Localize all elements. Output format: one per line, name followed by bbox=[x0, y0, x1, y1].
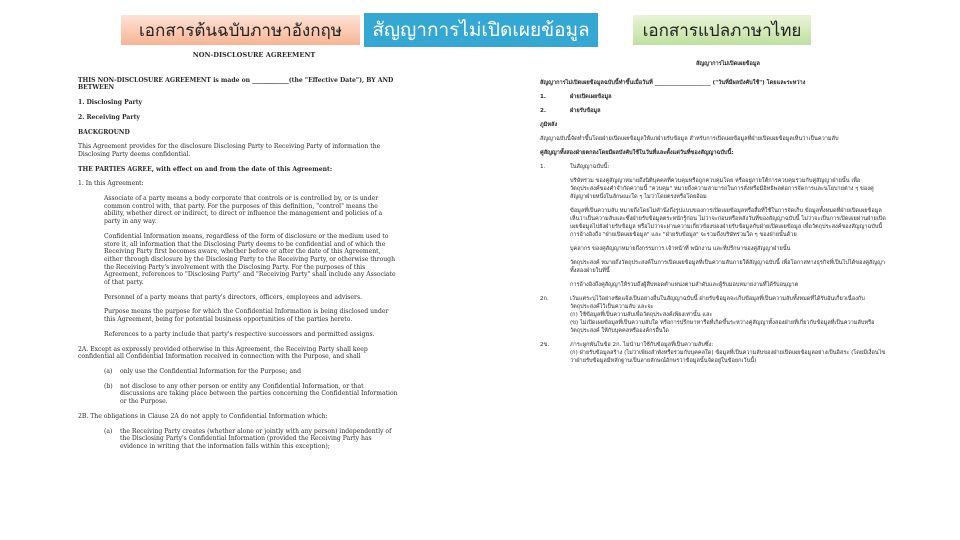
thai-doc-title: สัญญาการไม่เปิดเผยข้อมูล bbox=[696, 61, 760, 67]
thai-clause-2a bbox=[540, 295, 886, 335]
thai-party-1 bbox=[540, 93, 886, 101]
english-personnel-definition: Personnel of a party means that party's directors, officers, employees and advisers. bbox=[104, 293, 363, 301]
english-clause-1: 1. In this Agreement: bbox=[78, 180, 144, 188]
thai-clause-1-text: ในสัญญาฉบับนี้: bbox=[570, 164, 610, 170]
thai-agree: คู่สัญญาทั้งสองฝ่ายตกลงโดยมีผลบังคับใช้ในวันที่และตั้งแต่วันที่ของสัญญาฉบับนี้: bbox=[540, 150, 734, 156]
thai-clause-2b bbox=[540, 341, 886, 365]
english-references: References to a party include that party's respective successors and permitted assigns. bbox=[104, 330, 375, 338]
thai-clause-2b-text: ภาระผูกพันในข้อ 2ก. ไม่นำมาใช้กับข้อมูลที่เป็นความลับซึ่ง: bbox=[570, 342, 714, 348]
thai-clause-2b-number: 2ข. bbox=[540, 342, 550, 348]
english-agree: THE PARTIES AGREE, with effect on and from the date of this Agreement: bbox=[78, 165, 333, 173]
english-item-a-text: only use the Confidential Information for the Purpose; and bbox=[120, 367, 301, 375]
english-item-b bbox=[78, 383, 400, 406]
thai-personnel-definition: บุคลากร ของคู่สัญญาหมายถึงกรรมการ เจ้าหน้าที่ พนักงาน และที่ปรึกษาของคู่สัญญาฝ่ายนั้น bbox=[570, 246, 791, 252]
english-background-heading: BACKGROUND bbox=[78, 128, 130, 136]
thai-party-1-number: 1. bbox=[540, 94, 547, 100]
thai-party-2 bbox=[540, 107, 886, 115]
english-document bbox=[78, 52, 400, 451]
thai-party-1-text: ฝ่ายเปิดเผยข้อมูล bbox=[570, 94, 612, 100]
english-confidential-definition: Confidential Information means, regardless of the form of disclosure or the medium used to store it, all information that the Disclosing Party deems to be confidential and of which the Receiving Party first becomes aware, whether before or after the date of this Agreement, either through disclosure by the Disclosing Party to the Receiving Party, or otherwise through the Receiving Party's involvement with the Disclosing Party. For the purposes of this Agreement, references to "Disclosing Party" and "Receiving Party" shall include any Associate of that party. bbox=[104, 232, 396, 287]
thai-item-2b-a: (ก) ฝ่ายรับข้อมูลสร้าง (ไม่ว่าเพียงลำพังหรือร่วมกับบุคคลใด) ข้อมูลที่เป็นความลับของฝ่ายเปิดเผยข้อมูลอย่างเป็นอิสระ (โดยมีเงื่อนไขว่าฝ่ายรับข้อมูลมีหลักฐานเป็นลายลักษณ์อักษรว่าข้อมูลนั้นจัดอยู่ในข้อยกเว้นนี้) bbox=[570, 350, 886, 364]
thai-confidential-definition: ข้อมูลที่เป็นความลับ หมายถึงโดยไม่คำนึงถึงรูปแบบของการเปิดเผยข้อมูลหรือสื่อที่ใช้ในการจัดเก็บ ข้อมูลทั้งหมดที่ฝ่ายเปิดเผยข้อมูลเห็นว่าเป็นความลับและซึ่งฝ่ายรับข้อมูลตระหนักรู้ก่อน ไม่ว่าจะก่อนหรือหลังวันที่ของสัญญาฉบับนี้ ไม่ว่าจะเป็นการเปิดเผยผ่านฝ่ายเปิดเผยข้อมูลไปยังฝ่ายรับข้อมูล หรือไม่ว่าจะผ่านความเกี่ยวข้องของฝ่ายรับข้อมูลกับฝ่ายเปิดเผยข้อมูล เพื่อวัตถุประสงค์ของสัญญาฉบับนี้ การอ้างอิงถึง "ฝ่ายเปิดเผยข้อมูล" และ "ฝ่ายรับข้อมูล" จะรวมถึงบริษัทร่วมใด ๆ ของฝ่ายนั้นด้วย bbox=[570, 208, 886, 238]
thai-clause-2a-body bbox=[570, 295, 886, 335]
english-item-a bbox=[78, 368, 400, 376]
thai-document bbox=[540, 60, 886, 371]
thai-references: การอ้างอิงถึงคู่สัญญาให้รวมถึงผู้สืบทอดตำแหน่งตามลำดับและผู้รับมอบหมายงานที่ได้รับอนุญาต bbox=[570, 282, 799, 288]
english-party-2: 2. Receiving Party bbox=[78, 113, 140, 121]
english-original-label: เอกสารต้นฉบับภาษาอังกฤษ bbox=[121, 15, 360, 45]
thai-clause-2a-number: 2ก. bbox=[540, 296, 549, 302]
thai-background-text: สัญญาฉบับนี้จัดทำขึ้นโดยฝ่ายเปิดเผยข้อมูลให้แก่ฝ่ายรับข้อมูล สำหรับการเปิดเผยข้อมูลที่ฝ่ายเปิดเผยข้อมูลเห็นว่าเป็นความลับ bbox=[540, 136, 839, 142]
thai-intro: สัญญาการไม่เปิดเผยข้อมูลฉบับนี้ทำขึ้นเมื่อวันที่ ____________________ ("วันที่มีผลบังคับใช้") โดยและระหว่าง bbox=[540, 80, 806, 86]
thai-clause-1 bbox=[540, 163, 886, 171]
english-clause-2a: 2A. Except as expressly provided otherwise in this Agreement, the Receiving Party shall keep confidential all Confidential Information received in connection with the Purpose, and shall bbox=[78, 345, 368, 361]
english-party-1: 1. Disclosing Party bbox=[78, 99, 143, 107]
nda-title-banner: สัญญาการไม่เปิดเผยข้อมูล bbox=[364, 13, 598, 47]
english-item-b-text: not disclose to any other person or entity any Confidential Information, or that discussions are taking place between the parties concerning the Confidential Information or the Purpose. bbox=[120, 382, 398, 406]
thai-item-b: (ข) ไม่เปิดเผยข้อมูลที่เป็นความลับใด หรือการปรึกษาหารือที่เกิดขึ้นระหว่างคู่สัญญาทั้งสองฝ่ายที่เกี่ยวกับข้อมูลที่เป็นความลับหรือวัตถุประสงค์ ให้กับบุคคลหรือองค์กรอื่นใด bbox=[570, 320, 875, 334]
english-associate-definition: Associate of a party means a body corporate that controls or is controlled by, or is under common control with, that party. For the purposes of this definition, "control" means the ability, whether direct or indirect, to direct or influence the management and policies of a party in any way. bbox=[104, 195, 383, 226]
english-doc-title: NON-DISCLOSURE AGREEMENT bbox=[192, 51, 316, 59]
english-clause-2b: 2B. The obligations in Clause 2A do not apply to Confidential Information which: bbox=[78, 412, 328, 420]
english-intro: THIS NON-DISCLOSURE AGREEMENT is made on ____________(the "Effective Date"), BY AND BETWEEN bbox=[78, 76, 394, 92]
thai-party-2-number: 2. bbox=[540, 108, 547, 114]
english-purpose-definition: Purpose means the purpose for which the Confidential Information is being disclosed under this Agreement, being for potential business opportunities of the parties hereto. bbox=[104, 308, 389, 324]
english-item-2b-a bbox=[78, 428, 400, 451]
thai-clause-2b-body bbox=[570, 341, 886, 365]
english-background-text: This Agreement provides for the disclosure Disclosing Party to Receiving Party of information the Disclosing Party deems confidential. bbox=[78, 143, 381, 158]
thai-associate-definition: บริษัทร่วม ของคู่สัญญาหมายถึงนิติบุคคลที่ควบคุมหรือถูกควบคุมโดย หรืออยู่ภายใต้การควบคุมร่วมกับคู่สัญญาฝ่ายนั้น เพื่อวัตถุประสงค์ของคำจำกัดความนี้ "ควบคุม" หมายถึงความสามารถในการสั่งหรือมีอิทธิพลต่อการจัดการและนโยบายต่าง ๆ ของคู่สัญญาฝ่ายหนึ่งในลักษณะใด ๆ ไม่ว่าโดยตรงหรือโดยอ้อม bbox=[570, 178, 874, 200]
thai-party-2-text: ฝ่ายรับข้อมูล bbox=[570, 108, 601, 114]
thai-item-a: (ก) ใช้ข้อมูลที่เป็นความลับเพื่อวัตถุประสงค์เพียงเท่านั้น และ bbox=[570, 312, 713, 318]
thai-background-heading: ภูมิหลัง bbox=[540, 122, 558, 128]
thai-clause-2a-text: เว้นแต่ระบุไว้อย่างชัดแจ้งเป็นอย่างอื่นในสัญญาฉบับนี้ ฝ่ายรับข้อมูลจะเก็บข้อมูลที่เป็นความลับทั้งหมดที่ได้รับอันเกี่ยวเนื่องกับวัตถุประสงค์ไว้เป็นความลับ และจะ bbox=[570, 296, 865, 310]
english-item-2b-a-text: the Receiving Party creates (whether alone or jointly with any person) independently of the Disclosing Party's Confidential Information (provided the Receiving Party has evidence in writing that the information falls within this exception); bbox=[120, 427, 392, 450]
english-item-b-number: (b) bbox=[104, 382, 113, 390]
english-item-2b-a-number: (a) bbox=[104, 427, 113, 435]
thai-translation-label: เอกสารแปลภาษาไทย bbox=[633, 15, 811, 45]
thai-clause-1-number: 1. bbox=[540, 164, 546, 170]
english-item-a-number: (a) bbox=[104, 367, 113, 375]
thai-purpose-definition: วัตถุประสงค์ หมายถึงวัตถุประสงค์ในการเปิดเผยข้อมูลที่เป็นความลับภายใต้สัญญาฉบับนี้ เพื่อโอกาสทางธุรกิจที่เป็นไปได้ของคู่สัญญาทั้งสองฝ่ายในที่นี้ bbox=[570, 260, 886, 274]
